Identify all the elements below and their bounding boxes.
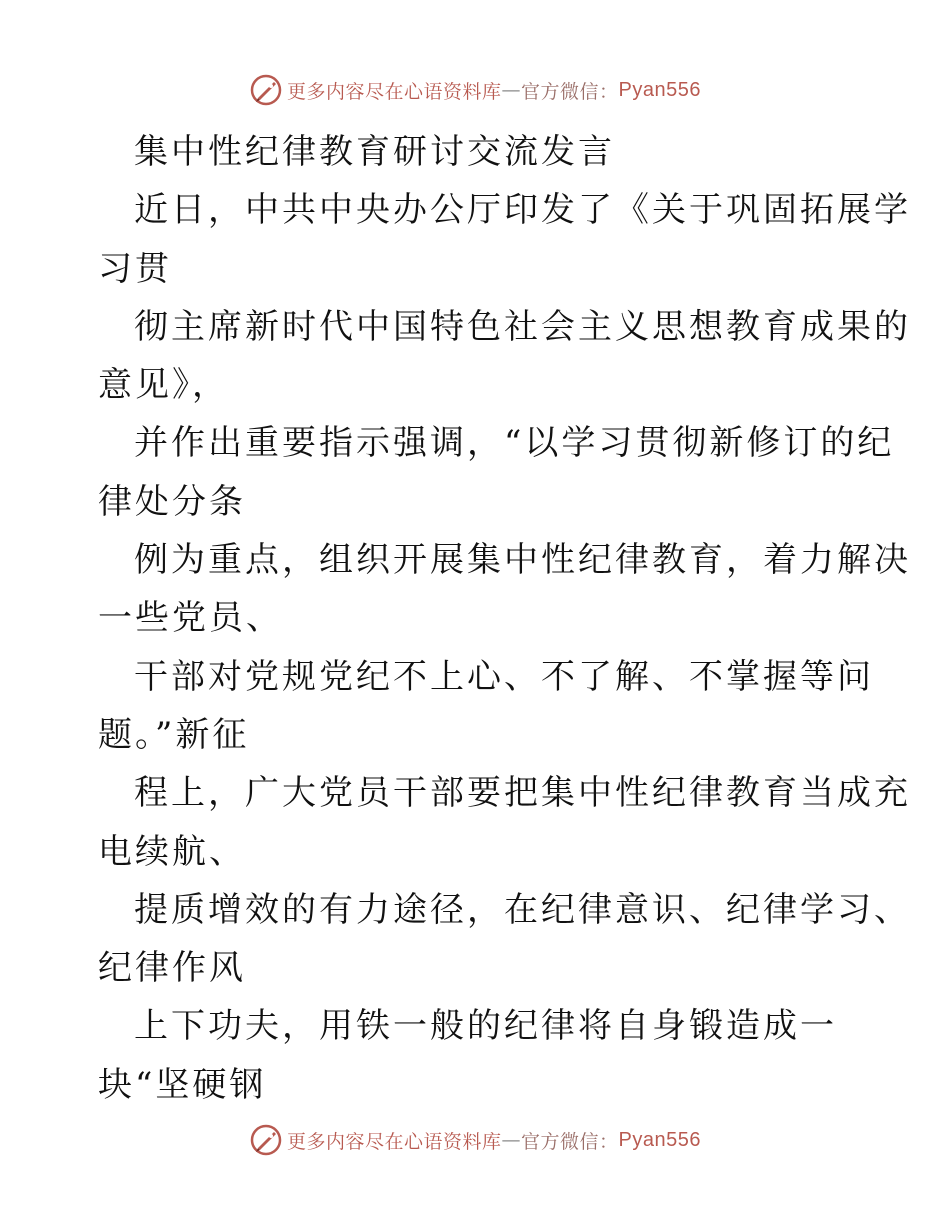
quill-pen-logo-icon bbox=[249, 73, 283, 107]
paragraph-line: 律处分条 bbox=[98, 481, 246, 522]
banner-wechat-id: Pyan556 bbox=[618, 78, 701, 101]
paragraph-line: 一些党员、 bbox=[98, 598, 283, 639]
paragraph-line: 提质增效的有力途径，在纪律意识、纪律学习、 bbox=[134, 889, 911, 930]
quill-pen-logo-icon bbox=[249, 1123, 283, 1157]
paragraph-line: 块“坚硬钢 bbox=[98, 1064, 267, 1105]
paragraph-line: 并作出重要指示强调，“以学习贯彻新修订的纪 bbox=[134, 423, 895, 464]
paragraph-line: 彻主席新时代中国特色社会主义思想教育成果的 bbox=[134, 306, 911, 347]
footer-banner bbox=[0, 1120, 950, 1160]
banner-title: 更多内容尽在心语资料库 bbox=[287, 80, 502, 103]
banner-wechat-id: Pyan556 bbox=[618, 1128, 701, 1151]
document-title: 集中性纪律教育研讨交流发言 bbox=[134, 132, 615, 172]
banner-title: 更多内容尽在心语资料库 bbox=[287, 1130, 502, 1153]
paragraph-line: 习贯 bbox=[98, 248, 172, 289]
paragraph-line: 意见》， bbox=[98, 365, 229, 406]
paragraph-line: 题。”新征 bbox=[98, 714, 250, 755]
paragraph-line: 程上，广大党员干部要把集中性纪律教育当成充 bbox=[134, 773, 911, 814]
paragraph-line: 纪律作风 bbox=[98, 948, 246, 989]
banner-wechat-label: 官方微信： bbox=[521, 1130, 619, 1153]
banner-wechat-label: 官方微信： bbox=[521, 80, 619, 103]
banner-dash: — bbox=[501, 1129, 522, 1151]
paragraph-line: 干部对党规党纪不上心、不了解、不掌握等问 bbox=[134, 656, 874, 697]
paragraph-line: 例为重点，组织开展集中性纪律教育，着力解决 bbox=[134, 540, 911, 581]
paragraph-line: 电续航、 bbox=[98, 831, 246, 872]
header-banner bbox=[0, 70, 950, 110]
paragraph-line: 近日，中共中央办公厅印发了《关于巩固拓展学 bbox=[134, 190, 911, 231]
paragraph-line: 上下功夫，用铁一般的纪律将自身锻造成一 bbox=[134, 1006, 837, 1047]
banner-dash: — bbox=[501, 79, 522, 101]
document-body bbox=[98, 123, 911, 1114]
